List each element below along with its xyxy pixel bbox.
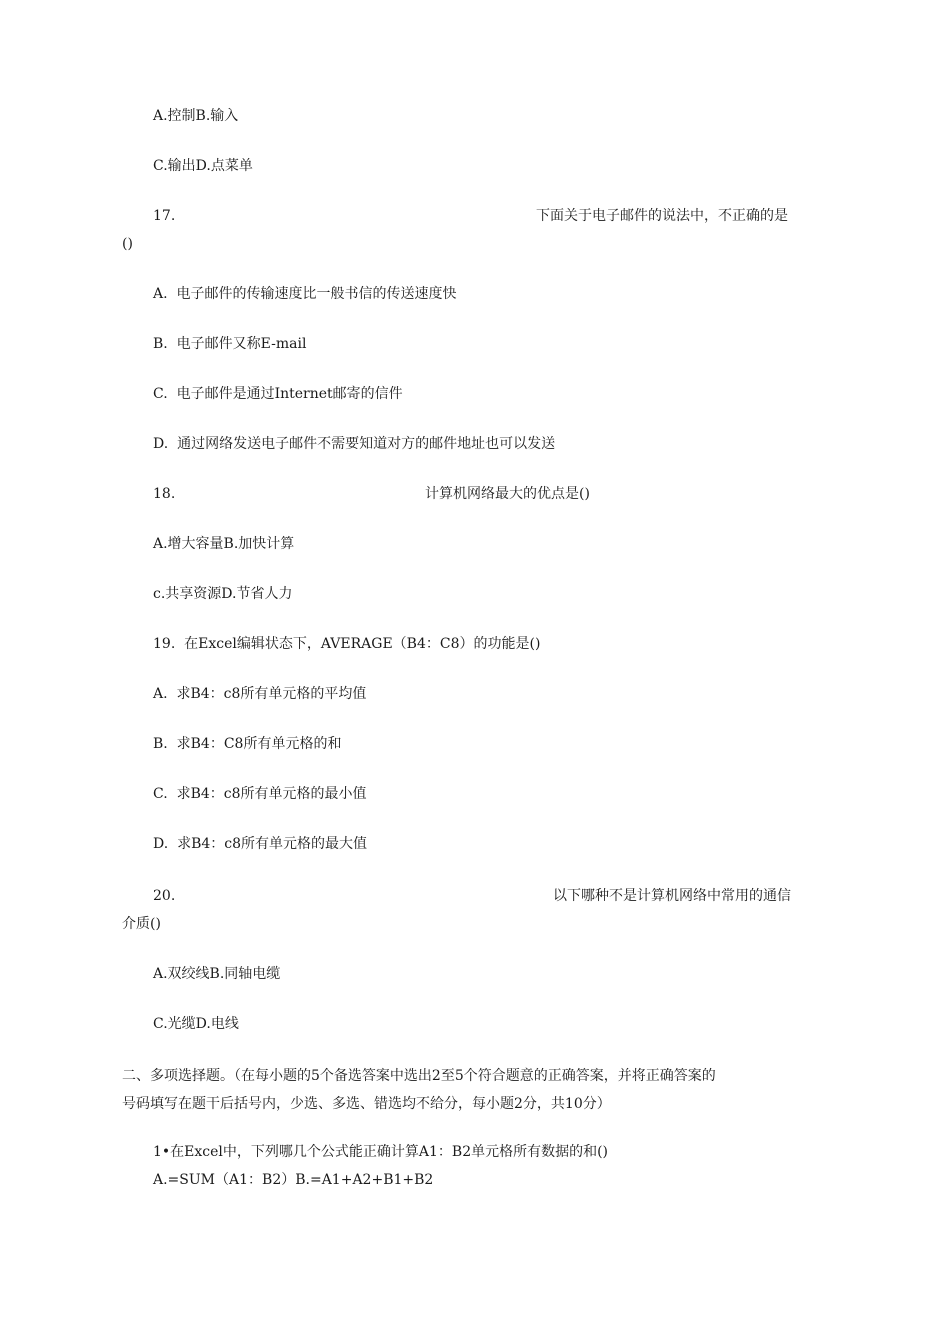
q19-option-c: C. 求B4：c8所有单元格的最小值 [153, 786, 367, 802]
mq1-stem: 1•在Excel中，下列哪几个公式能正确计算A1：B2单元格所有数据的和() [153, 1144, 609, 1160]
q18-number: 18. [153, 486, 176, 502]
section2-heading-line2: 号码填写在题干后括号内，少选、多选、错选均不给分，每小题2分，共10分） [122, 1096, 611, 1112]
q19-option-d: D. 求B4：c8所有单元格的最大值 [153, 836, 368, 852]
q16-options-cd: C.输出D.点菜单 [153, 158, 253, 174]
q20-options-cd: C.光缆D.电线 [153, 1016, 239, 1032]
q18-options-cd: c.共享资源D.节省人力 [153, 586, 293, 602]
q17-option-d: D. 通过网络发送电子邮件不需要知道对方的邮件地址也可以发送 [153, 436, 556, 452]
q20-number: 20. [153, 888, 176, 904]
mq1-options-ab: A.=SUM（A1：B2）B.=A1+A2+B1+B2 [153, 1172, 434, 1188]
q20-stem: 以下哪种不是计算机网络中常用的通信 [553, 888, 791, 904]
q17-number: 17. [153, 208, 176, 224]
q16-options-ab: A.控制B.输入 [153, 108, 239, 124]
q20-stem-continued: 介质() [122, 916, 161, 932]
section2-heading-line1: 二、多项选择题。（在每小题的5个备选答案中选出2至5个符合题意的正确答案，并将正确答案的 [122, 1068, 716, 1084]
q17-option-c: C. 电子邮件是通过Internet邮寄的信件 [153, 386, 403, 402]
q19-option-b: B. 求B4：C8所有单元格的和 [153, 736, 342, 752]
q17-answer-paren: () [122, 236, 133, 252]
q20-options-ab: A.双绞线B.同轴电缆 [153, 966, 281, 982]
q19-stem: 19. 在Excel编辑状态下，AVERAGE（B4：C8）的功能是() [153, 636, 541, 652]
q18-stem: 计算机网络最大的优点是() [425, 486, 590, 502]
q17-option-b: B. 电子邮件又称E-mail [153, 336, 307, 352]
q18-options-ab: A.增大容量B.加快计算 [153, 536, 295, 552]
q19-option-a: A. 求B4：c8所有单元格的平均值 [153, 686, 367, 702]
q17-stem: 下面关于电子邮件的说法中，不正确的是 [536, 208, 788, 224]
q17-option-a: A. 电子邮件的传输速度比一般书信的传送速度快 [153, 286, 457, 302]
